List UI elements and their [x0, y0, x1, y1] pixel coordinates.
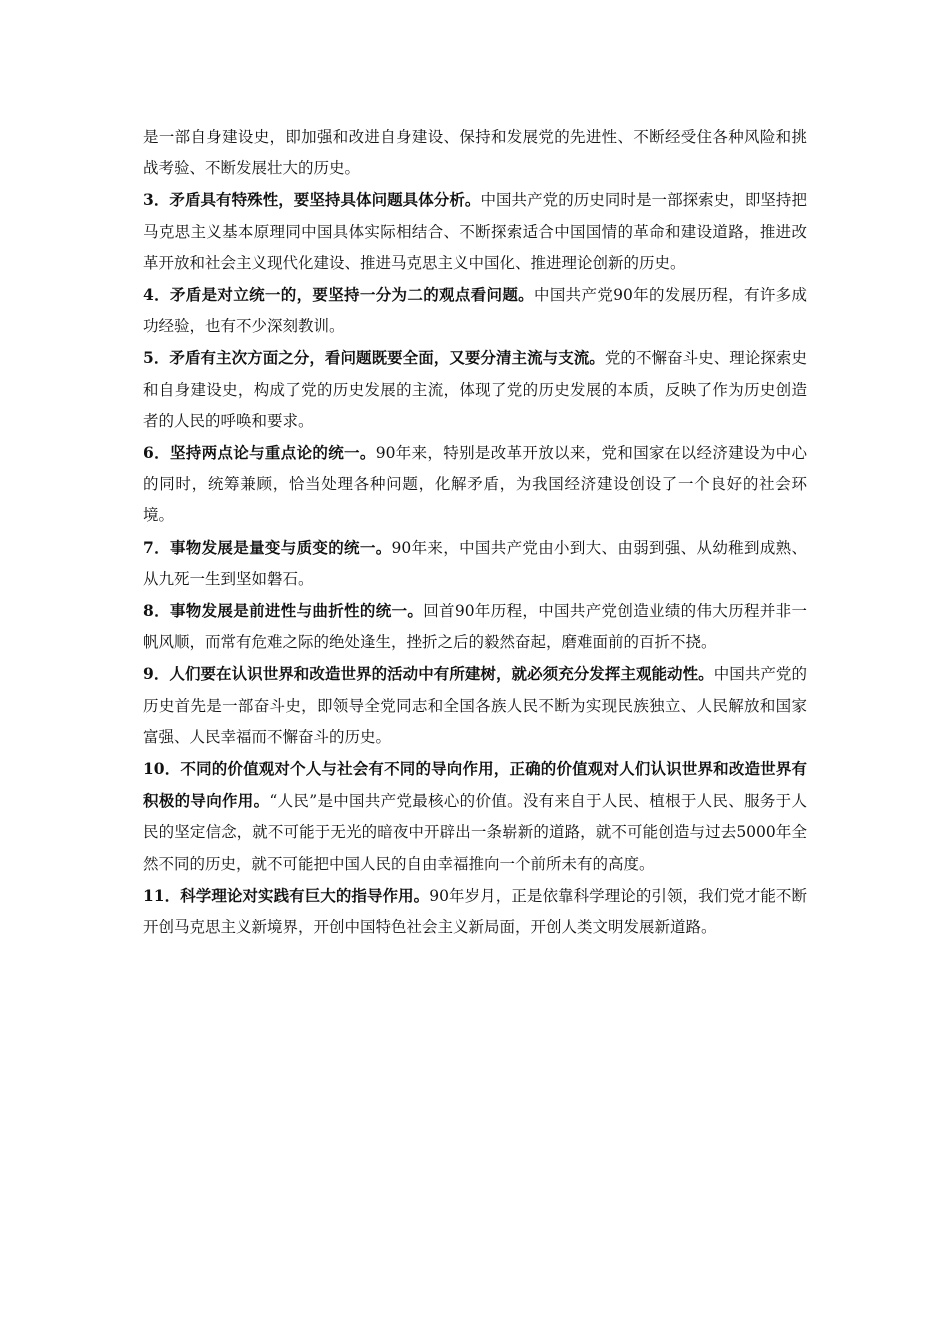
paragraph-7 [143, 532, 807, 595]
paragraph-4-heading: 4．矛盾是对立统一的，要坚持一分为二的观点看问题。 [143, 285, 534, 305]
paragraph-4-text: 中国共产党90年的发展历程，有许多成功经验，也有不少深刻教训。 [143, 286, 807, 336]
paragraph-3 [143, 184, 807, 279]
paragraph-6-heading: 6．坚持两点论与重点论的统一。 [143, 443, 376, 463]
document-body [143, 122, 807, 943]
paragraph-10 [143, 753, 807, 880]
paragraph-1 [143, 122, 807, 184]
paragraph-11-text: 90年岁月，正是依靠科学理论的引领，我们党才能不断开创马克思主义新境界，开创中国特色社会主义新局面，开创人类文明发展新道路。 [143, 886, 807, 937]
paragraph-4 [143, 279, 807, 342]
paragraph-9 [143, 658, 807, 753]
paragraph-10-heading: 10．不同的价值观对个人与社会有不同的导向作用，正确的价值观对人们认识世界和改造世界有积极的导向作用。 [143, 759, 807, 811]
paragraph-8 [143, 595, 807, 658]
paragraph-10-text: “人民”是中国共产党最核心的价值。没有来自于人民、植根于人民、服务于人民的坚定信念，就不可能于无光的暗夜中开辟出一条崭新的道路，就不可能创造与过去5000年全然不同的历史，就不可能把中国人民的自由幸福推向一个前所未有的高度。 [143, 792, 807, 873]
paragraph-1-text: 是一部自身建设史，即加强和改进自身建设、保持和发展党的先进性、不断经受住各种风险和挑战考验、不断发展壮大的历史。 [143, 128, 807, 178]
paragraph-9-text: 中国共产党的历史首先是一部奋斗史，即领导全党同志和全国各族人民不断为实现民族独立、人民解放和国家富强、人民幸福而不懈奋斗的历史。 [143, 665, 807, 746]
paragraph-5-heading: 5．矛盾有主次方面之分，看问题既要全面，又要分清主流与支流。 [143, 348, 605, 368]
paragraph-8-text: 回首90年历程，中国共产党创造业绩的伟大历程并非一帆风顺，而常有危难之际的绝处逢生，挫折之后的毅然奋起，磨难面前的百折不挠。 [143, 602, 807, 652]
paragraph-9-heading: 9．人们要在认识世界和改造世界的活动中有所建树，就必须充分发挥主观能动性。 [143, 664, 714, 684]
paragraph-7-heading: 7．事物发展是量变与质变的统一。 [143, 537, 392, 557]
paragraph-3-text: 中国共产党的历史同时是一部探索史，即坚持把马克思主义基本原理同中国具体实际相结合、不断探索适合中国国情的革命和建设道路，推进改革开放和社会主义现代化建设、推进马克思主义中国化、推进理论创新的历史。 [143, 191, 807, 272]
paragraph-11 [143, 880, 807, 943]
paragraph-11-heading: 11．科学理论对实践有巨大的指导作用。 [143, 885, 430, 905]
paragraph-6 [143, 437, 807, 532]
paragraph-5-text: 党的不懈奋斗史、理论探索史和自身建设史，构成了党的历史发展的主流，体现了党的历史发展的本质，反映了作为历史创造者的人民的呼唤和要求。 [143, 349, 807, 430]
paragraph-5 [143, 342, 807, 437]
paragraph-7-text: 90年来，中国共产党由小到大、由弱到强、从幼稚到成熟、从九死一生到坚如磐石。 [143, 538, 807, 588]
paragraph-8-heading: 8．事物发展是前进性与曲折性的统一。 [143, 601, 424, 621]
paragraph-6-text: 90年来，特别是改革开放以来，党和国家在以经济建设为中心的同时，统筹兼顾，恰当处理各种问题，化解矛盾，为我国经济建设创设了一个良好的社会环境。 [143, 444, 807, 525]
paragraph-3-heading: 3．矛盾具有特殊性，要坚持具体问题具体分析。 [143, 190, 481, 210]
